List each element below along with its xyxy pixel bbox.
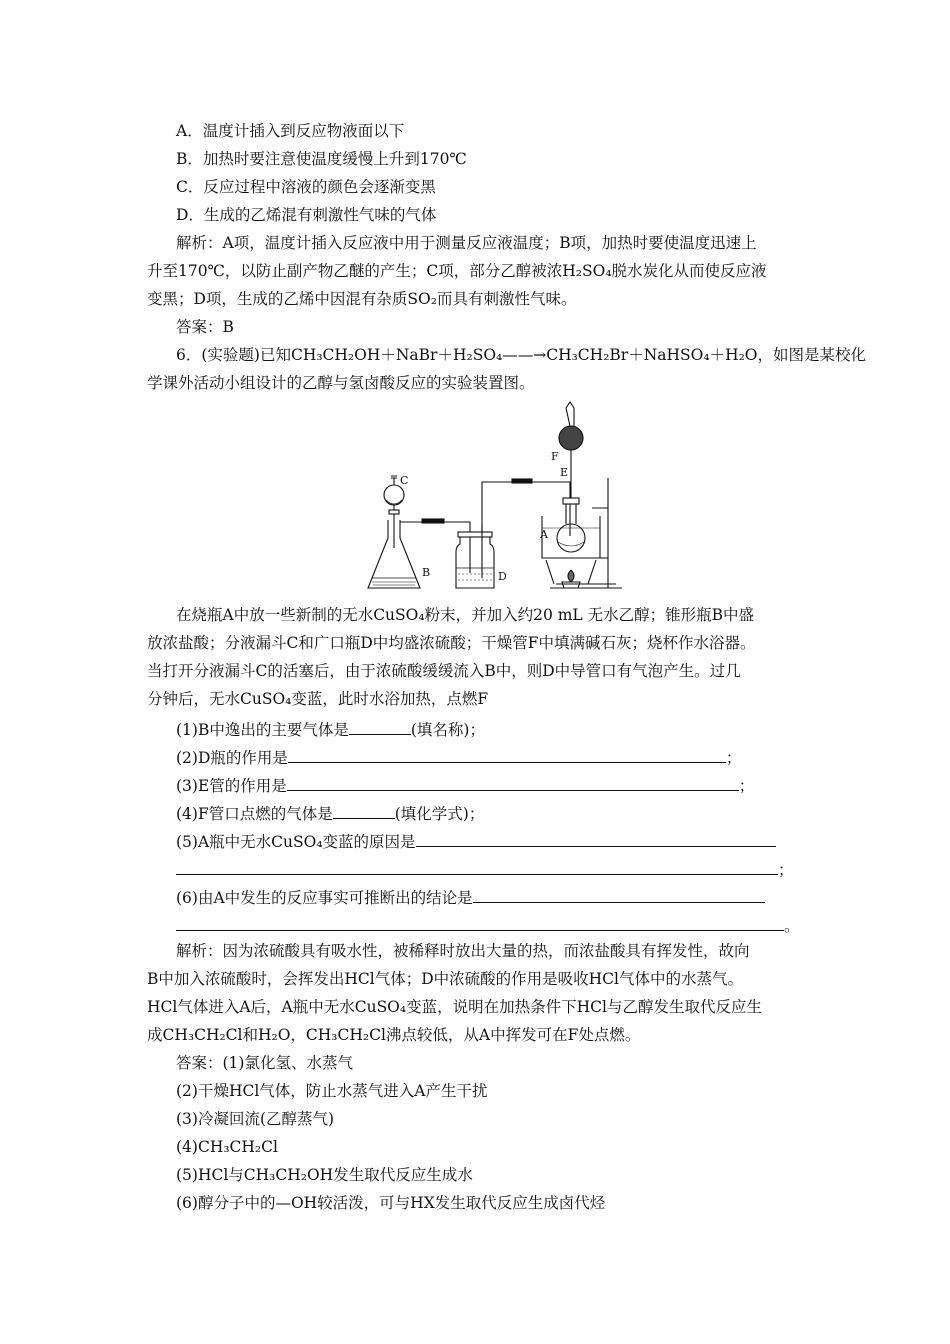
answer6-5: (5)HCl与CH₃CH₂OH发生取代反应生成水: [176, 1166, 473, 1184]
question-2: [176, 748, 741, 767]
label-d: D: [498, 570, 507, 583]
question-5-end: ；: [778, 861, 794, 879]
analysis6-line1: 解析：因为浓硫酸具有吸水性，被稀释时放出大量的热，而浓盐酸具有挥发性，故向: [176, 942, 750, 960]
label-f: F: [551, 450, 559, 463]
analysis6-line3: HCl气体进入A后，A瓶中无水CuSO₄变蓝，说明在加热条件下HCl与乙醇发生取代反应生: [147, 998, 762, 1016]
answer6-1: 答案：(1)氯化氢、水蒸气: [176, 1054, 353, 1072]
analysis5-line2: 升至170℃，以防止副产物乙醚的产生；C项，部分乙醇被浓H₂SO₄脱水炭化从而使反应液: [147, 262, 767, 280]
option-c: C．反应过程中溶液的颜色会逐渐变黑: [176, 178, 436, 196]
answer6-3: (3)冷凝回流(乙醇蒸气): [176, 1110, 335, 1128]
answer-blank-6b[interactable]: [176, 916, 784, 931]
ring-stand: [550, 478, 622, 588]
funnel-c: [384, 485, 404, 505]
analysis6-line2: B中加入浓硫酸时，会挥发出HCl气体；D中浓硫酸的作用是吸收HCl气体中的水蒸气。: [147, 970, 743, 988]
question-4: [176, 804, 484, 823]
label-a: A: [540, 528, 548, 541]
question-1-tail: (填名称)；: [410, 721, 485, 739]
analysis5-line1: 解析：A项，温度计插入反应液中用于测量反应液温度；B项，加热时要使温度迅速上: [176, 234, 757, 252]
answer-blank-6a[interactable]: [473, 888, 765, 903]
label-c: C: [400, 474, 409, 487]
option-b: B．加热时要注意使温度缓慢上升到170℃: [176, 150, 467, 168]
answer-blank-5b[interactable]: [176, 860, 778, 875]
question-5-cont: [176, 860, 794, 879]
question-1: [176, 720, 485, 739]
analysis6-line4: 成CH₃CH₂Cl和H₂O，CH₃CH₂Cl沸点较低，从A中挥发可在F处点燃。: [147, 1026, 641, 1044]
option-d: D．生成的乙烯混有刺激性气味的气体: [176, 206, 437, 224]
desc-line2: 放浓盐酸；分液漏斗C和广口瓶D中均盛浓硫酸；干燥管F中填满碱石灰；烧杯作水浴器。: [147, 634, 756, 652]
q6-line2: 学课外活动小组设计的乙醇与氢卤酸反应的实验装置图。: [147, 374, 535, 392]
desc-line1: 在烧瓶A中放一些新制的无水CuSO₄粉末，并加入约20 mL 无水乙醇；锥形瓶B中盛: [176, 606, 755, 624]
question-3-tail: ；: [738, 777, 755, 795]
answer-blank-2[interactable]: [288, 748, 726, 763]
question-6-end: 。: [784, 917, 800, 935]
burner-flame: [568, 570, 574, 582]
question-4-tail: (填化学式)；: [394, 805, 485, 823]
answer-blank-1[interactable]: [349, 720, 411, 735]
answer-blank-5a[interactable]: [416, 832, 776, 847]
apparatus-figure: [360, 398, 640, 598]
desc-line3: 当打开分液漏斗C的活塞后，由于浓硫酸缓缓流入B中，则D中导管口有气泡产生。过几: [147, 662, 741, 680]
question-2-text: (2)D瓶的作用是: [176, 749, 288, 767]
question-1-text: (1)B中逸出的主要气体是: [176, 721, 349, 739]
option-a: A．温度计插入到反应物液面以下: [176, 122, 405, 140]
q6-line1: 6．(实验题)已知CH₃CH₂OH＋NaBr＋H₂SO₄——→CH₃CH₂Br＋NaHSO₄＋H₂O，如图是某校化: [176, 346, 867, 364]
question-6-cont: [176, 916, 800, 935]
answer6-2: (2)干燥HCl气体，防止水蒸气进入A产生干扰: [176, 1082, 488, 1100]
analysis5-line3: 变黑；D项，生成的乙烯中因混有杂质SO₂而具有刺激性气味。: [147, 290, 577, 308]
drying-tube-f: [559, 426, 583, 450]
label-b: B: [422, 566, 431, 579]
label-e: E: [560, 466, 569, 479]
answer5: 答案：B: [176, 318, 234, 336]
question-3: [176, 776, 754, 795]
question-6: [176, 888, 765, 907]
question-5: [176, 832, 776, 851]
desc-line4: 分钟后，无水CuSO₄变蓝，此时水浴加热，点燃F: [147, 690, 489, 708]
question-2-tail: ；: [725, 749, 742, 767]
answer-blank-4[interactable]: [333, 804, 395, 819]
question-4-text: (4)F管口点燃的气体是: [176, 805, 333, 823]
question-3-text: (3)E管的作用是: [176, 777, 287, 795]
answer6-4: (4)CH₃CH₂Cl: [176, 1138, 278, 1156]
question-5-text: (5)A瓶中无水CuSO₄变蓝的原因是: [176, 833, 416, 851]
question-6-text: (6)由A中发生的反应事实可推断出的结论是: [176, 889, 473, 907]
answer-blank-3[interactable]: [287, 776, 739, 791]
answer6-6: (6)醇分子中的—OH较活泼，可与HX发生取代反应生成卤代烃: [176, 1194, 606, 1212]
